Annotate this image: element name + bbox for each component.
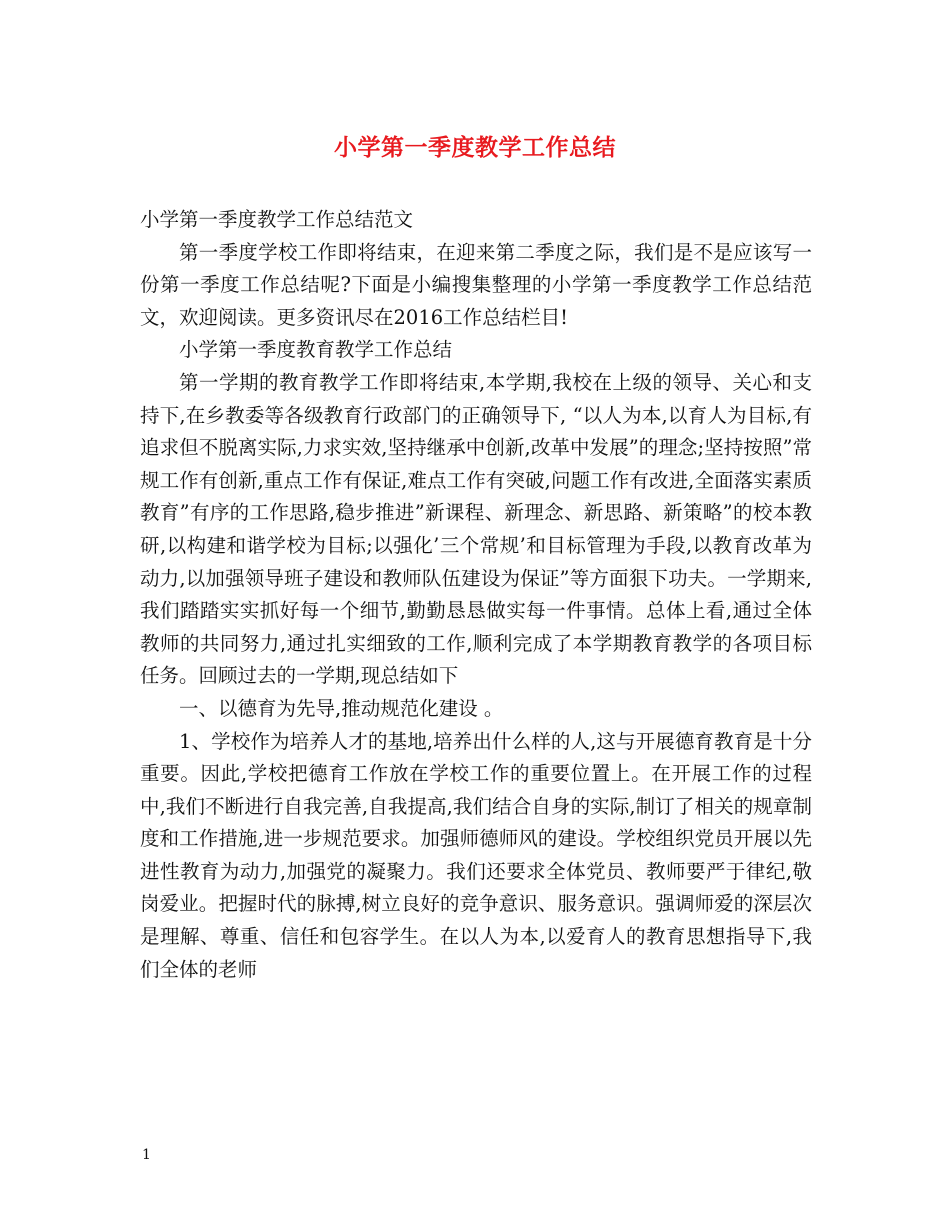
document-body xyxy=(140,204,812,986)
paragraph: 一、以德育为先导,推动规范化建设 。 xyxy=(179,696,504,720)
paragraph: 1、学校作为培养人才的基地,培养出什么样的人,这与开展德育教育是十分重要。因此,学校把德育工作放在学校工作的重要位置上。在开展工作的过程中,我们不断进行自我完善,自我提高,我们结合自身的实际,制订了相关的规章制度和工作措施,进一步规范要求。加强师德师风的建设。学校组织党员开展以先进性教育为动力,加强党的凝聚力。我们还要求全体党员、教师要严于律纪,敬岗爱业。把握时代的脉搏,树立良好的竞争意识、服务意识。强调师爱的深层次是理解、尊重、信任和包容学生。在以人为本,以爱育人的教育思想指导下,我们全体的老师 xyxy=(140,729,812,981)
paragraph: 第一季度学校工作即将结束，在迎来第二季度之际，我们是不是应该写一份第一季度工作总结呢?下面是小编搜集整理的小学第一季度教学工作总结范文，欢迎阅读。更多资讯尽在2016工作总结栏目! xyxy=(140,240,812,329)
page-number: 1 xyxy=(142,1147,151,1163)
paragraph: 小学第一季度教学工作总结范文 xyxy=(140,208,414,231)
paragraph: 第一学期的教育教学工作即将结束,本学期,我校在上级的领导、关心和支持下,在乡教委等各级教育行政部门的正确领导下, “以人为本,以育人为目标,有追求但不脱离实际,力求实效,坚持继承中创新,改革中发展”的理念;坚持按照”常规工作有创新,重点工作有保证,难点工作有突破,问题工作有改进,全面落实素质教育”有序的工作思路,稳步推进”新课程、新理念、新思路、新策略”的校本教研,以构建和谐学校为目标;以强化’三个常规’和目标管理为手段,以教育改革为动力,以加强领导班子建设和教师队伍建设为保证”等方面狠下功夫。一学期来,我们踏踏实实抓好每一个细节,勤勤恳恳做实每一件事情。总体上看,通过全体教师的共同努力,通过扎实细致的工作,顺利完成了本学期教育教学的各项目标任务。回顾过去的一学期,现总结如下 xyxy=(140,370,812,688)
paragraph: 小学第一季度教育教学工作总结 xyxy=(179,338,453,362)
document-title: 小学第一季度教学工作总结 xyxy=(334,134,616,161)
